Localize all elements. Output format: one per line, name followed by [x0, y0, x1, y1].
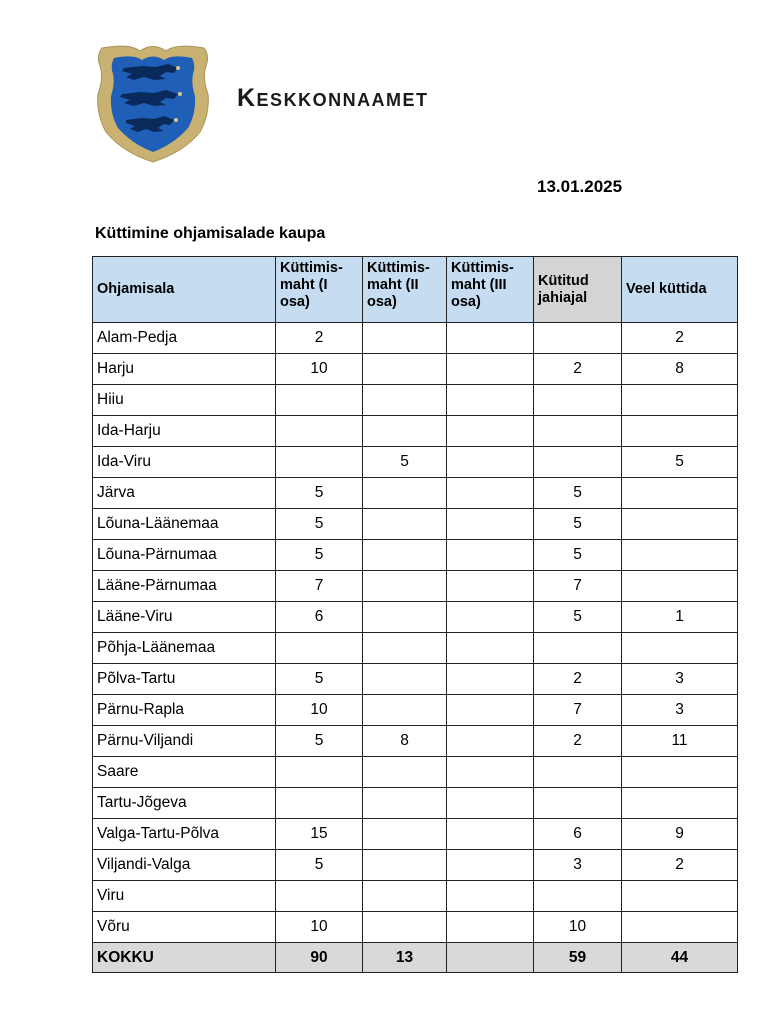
value-cell: [534, 385, 622, 416]
table-row: [93, 695, 738, 726]
value-cell: [534, 881, 622, 912]
value-cell: [622, 509, 738, 540]
value-cell: 1: [622, 602, 738, 633]
area-name-cell: Viru: [93, 881, 276, 912]
value-cell: 2: [534, 664, 622, 695]
table-title: Küttimine ohjamisalade kaupa: [95, 225, 326, 242]
value-cell: 7: [534, 571, 622, 602]
table-row: [93, 664, 738, 695]
value-cell: [363, 788, 447, 819]
value-cell: 15: [276, 819, 363, 850]
value-cell: [447, 788, 534, 819]
value-cell: [534, 788, 622, 819]
value-cell: [363, 633, 447, 664]
table-row: [93, 323, 738, 354]
area-name-cell: Ida-Viru: [93, 447, 276, 478]
value-cell: 90: [276, 943, 363, 973]
value-cell: [447, 354, 534, 385]
value-cell: [447, 540, 534, 571]
area-name-cell: Põhja-Läänemaa: [93, 633, 276, 664]
value-cell: [447, 819, 534, 850]
value-cell: [534, 447, 622, 478]
table-row: [93, 447, 738, 478]
value-cell: [622, 571, 738, 602]
column-header: Küttimis-maht (III osa): [447, 257, 534, 323]
value-cell: [447, 912, 534, 943]
value-cell: 5: [276, 540, 363, 571]
value-cell: [534, 323, 622, 354]
area-name-cell: Ida-Harju: [93, 416, 276, 447]
value-cell: 10: [534, 912, 622, 943]
value-cell: [276, 385, 363, 416]
value-cell: [447, 757, 534, 788]
column-header: Veel küttida: [622, 257, 738, 323]
value-cell: 44: [622, 943, 738, 973]
table-header-row: [93, 257, 738, 323]
agency-name: Keskkonnaamet: [237, 84, 429, 112]
value-cell: [447, 447, 534, 478]
value-cell: [447, 726, 534, 757]
table-row: [93, 819, 738, 850]
value-cell: 3: [534, 850, 622, 881]
value-cell: [363, 912, 447, 943]
area-name-cell: Viljandi-Valga: [93, 850, 276, 881]
value-cell: [363, 602, 447, 633]
area-name-cell: Pärnu-Rapla: [93, 695, 276, 726]
value-cell: [447, 695, 534, 726]
value-cell: 5: [534, 602, 622, 633]
table-row: [93, 540, 738, 571]
value-cell: [363, 540, 447, 571]
value-cell: [276, 757, 363, 788]
value-cell: 8: [363, 726, 447, 757]
value-cell: 5: [276, 726, 363, 757]
table-body: [93, 323, 738, 973]
value-cell: 3: [622, 695, 738, 726]
table-row: [93, 571, 738, 602]
area-name-cell: Võru: [93, 912, 276, 943]
value-cell: 5: [534, 540, 622, 571]
area-name-cell: Lääne-Viru: [93, 602, 276, 633]
value-cell: [447, 850, 534, 881]
value-cell: [447, 323, 534, 354]
value-cell: [622, 912, 738, 943]
value-cell: [622, 385, 738, 416]
area-name-cell: KOKKU: [93, 943, 276, 973]
table-row: [93, 633, 738, 664]
value-cell: [276, 881, 363, 912]
value-cell: [447, 385, 534, 416]
table-row: [93, 726, 738, 757]
value-cell: 5: [276, 850, 363, 881]
value-cell: 5: [534, 509, 622, 540]
value-cell: 11: [622, 726, 738, 757]
value-cell: [363, 416, 447, 447]
value-cell: 5: [363, 447, 447, 478]
value-cell: [447, 881, 534, 912]
value-cell: 10: [276, 695, 363, 726]
value-cell: [622, 881, 738, 912]
table-row: [93, 478, 738, 509]
area-name-cell: Alam-Pedja: [93, 323, 276, 354]
value-cell: [447, 571, 534, 602]
value-cell: [622, 757, 738, 788]
area-name-cell: Saare: [93, 757, 276, 788]
table-row: [93, 509, 738, 540]
report-date: 13.01.2025: [537, 177, 623, 196]
value-cell: 7: [276, 571, 363, 602]
area-name-cell: Valga-Tartu-Põlva: [93, 819, 276, 850]
coat-of-arms-logo: [94, 42, 212, 164]
value-cell: 5: [534, 478, 622, 509]
value-cell: 13: [363, 943, 447, 973]
value-cell: [363, 354, 447, 385]
value-cell: [363, 757, 447, 788]
value-cell: [363, 819, 447, 850]
value-cell: 3: [622, 664, 738, 695]
area-name-cell: Pärnu-Viljandi: [93, 726, 276, 757]
value-cell: 59: [534, 943, 622, 973]
value-cell: [363, 323, 447, 354]
value-cell: [447, 633, 534, 664]
value-cell: [363, 850, 447, 881]
total-row: [93, 943, 738, 973]
value-cell: [447, 478, 534, 509]
area-name-cell: Lääne-Pärnumaa: [93, 571, 276, 602]
value-cell: 10: [276, 912, 363, 943]
value-cell: [276, 788, 363, 819]
column-header: Küttimis-maht (I osa): [276, 257, 363, 323]
value-cell: 6: [276, 602, 363, 633]
value-cell: [447, 416, 534, 447]
value-cell: [622, 633, 738, 664]
value-cell: [622, 540, 738, 571]
table-row: [93, 788, 738, 819]
value-cell: [363, 478, 447, 509]
value-cell: 2: [534, 726, 622, 757]
value-cell: 10: [276, 354, 363, 385]
value-cell: [276, 447, 363, 478]
value-cell: [447, 943, 534, 973]
value-cell: 6: [534, 819, 622, 850]
value-cell: [363, 385, 447, 416]
table-row: [93, 354, 738, 385]
value-cell: 9: [622, 819, 738, 850]
value-cell: 2: [276, 323, 363, 354]
value-cell: [534, 757, 622, 788]
value-cell: [534, 416, 622, 447]
table-row: [93, 416, 738, 447]
column-header: Ohjamisala: [93, 257, 276, 323]
value-cell: [622, 478, 738, 509]
value-cell: 5: [276, 478, 363, 509]
area-name-cell: Harju: [93, 354, 276, 385]
value-cell: [363, 664, 447, 695]
value-cell: 2: [622, 323, 738, 354]
table-row: [93, 757, 738, 788]
value-cell: [363, 881, 447, 912]
value-cell: 5: [276, 509, 363, 540]
value-cell: [276, 633, 363, 664]
area-name-cell: Hiiu: [93, 385, 276, 416]
table-row: [93, 912, 738, 943]
value-cell: [622, 416, 738, 447]
hunting-table: [92, 256, 738, 973]
area-name-cell: Põlva-Tartu: [93, 664, 276, 695]
value-cell: [276, 416, 363, 447]
value-cell: 2: [622, 850, 738, 881]
area-name-cell: Lõuna-Läänemaa: [93, 509, 276, 540]
value-cell: 5: [622, 447, 738, 478]
value-cell: [447, 509, 534, 540]
value-cell: [363, 571, 447, 602]
table-row: [93, 881, 738, 912]
value-cell: 5: [276, 664, 363, 695]
column-header: Kütitud jahiajal: [534, 257, 622, 323]
value-cell: [534, 633, 622, 664]
value-cell: 8: [622, 354, 738, 385]
value-cell: [363, 695, 447, 726]
value-cell: [447, 602, 534, 633]
value-cell: [363, 509, 447, 540]
value-cell: 7: [534, 695, 622, 726]
table-row: [93, 850, 738, 881]
value-cell: [622, 788, 738, 819]
area-name-cell: Lõuna-Pärnumaa: [93, 540, 276, 571]
column-header: Küttimis-maht (II osa): [363, 257, 447, 323]
value-cell: [447, 664, 534, 695]
table-row: [93, 602, 738, 633]
table-row: [93, 385, 738, 416]
area-name-cell: Järva: [93, 478, 276, 509]
area-name-cell: Tartu-Jõgeva: [93, 788, 276, 819]
value-cell: 2: [534, 354, 622, 385]
